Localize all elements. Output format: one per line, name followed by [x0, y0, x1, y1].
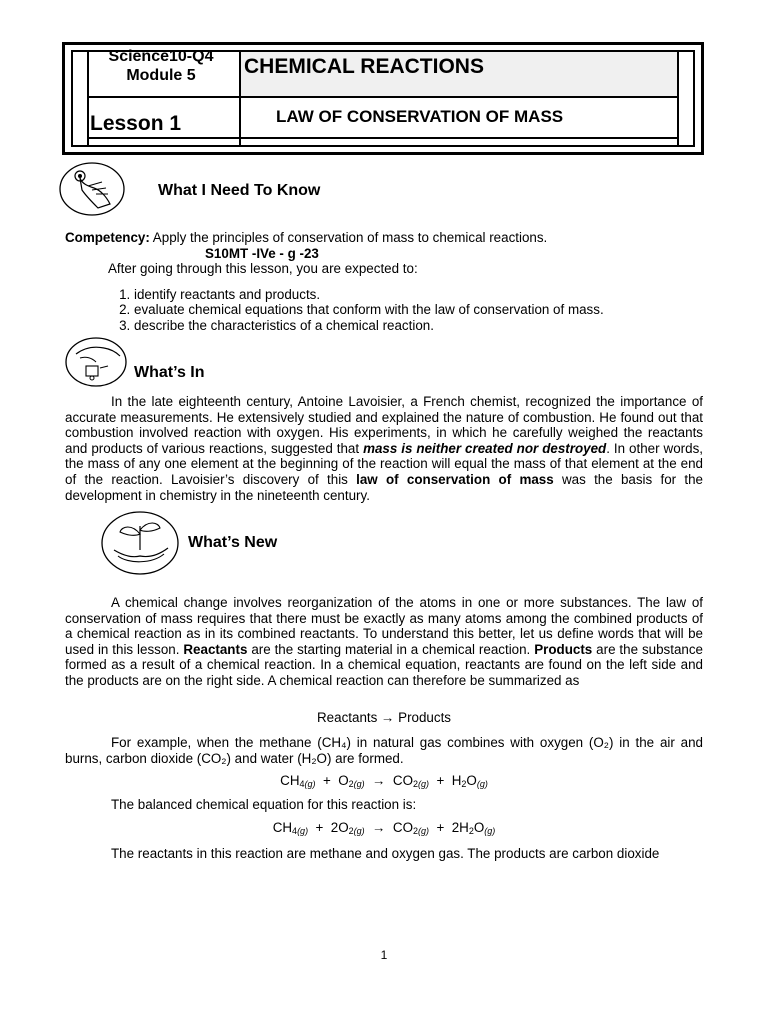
- module-title: CHEMICAL REACTIONS: [244, 55, 484, 78]
- competency-code: S10MT -IVe - g -23: [205, 246, 319, 261]
- page-number: 1: [380, 948, 388, 962]
- section-title-what-i-need: What I Need To Know: [158, 182, 321, 199]
- objectives-list: [108, 287, 604, 333]
- whats-in-paragraph: In the late eighteenth century, Antoine Lavoisier, a French chemist, recognized the importance of accurate measurements. He extensively studied and explained the nature of combustion. He found out that combustion involved reaction with oxygen. His experiments, in which he carefully weighed the reactants and products of various reactions, suggested that mass is neither created nor destroyed. In other words, the mass of any one element at the beginning of the reaction will equal the mass of that element at the end of the reaction. Lavoisier’s discovery of this law of conservation of mass was the basis for the development in chemistry in the nineteenth century.: [65, 394, 704, 503]
- objectives-intro: After going through this lesson, you are expected to:: [108, 261, 418, 276]
- hand-puzzle-icon: [64, 336, 130, 388]
- subject-label: Science10-Q4 Module 5: [108, 48, 214, 84]
- summary-equation: Reactants → Products: [317, 710, 451, 725]
- balanced-intro: The balanced chemical equation for this reaction is:: [111, 797, 417, 812]
- lesson-title: LAW OF CONSERVATION OF MASS: [276, 107, 564, 126]
- section-title-whats-new: What’s New: [188, 534, 278, 551]
- whats-new-paragraph: A chemical change involves reorganization of the atoms in one or more substances. The law of conservation of mass requires that there must be exactly as many atoms among the combined products of a chemical reaction as in its combined reactants. To understand this better, let us define words that will be used in this lesson. Reactants are the starting material in a chemical reaction. Products are the substance formed as a result of a chemical reaction. In a chemical equation, reactants are found on the left side and the products are on the right side. A chemical reaction can therefore be summarized as: [65, 595, 703, 688]
- competency: Competency: Apply the principles of conservation of mass to chemical reactions.: [65, 230, 548, 245]
- section-title-whats-in: What’s In: [134, 364, 205, 381]
- list-item: 2. evaluate chemical equations that conform with the law of conservation of mass.: [134, 302, 604, 317]
- balanced-equation: $CH_{4(g)} + 2O_{2(g)} \to CO_{2(g)} + 2H_2O_{(g)}$: [272, 820, 496, 836]
- list-item: 1. identify reactants and products.: [134, 287, 604, 302]
- list-item: 3. describe the characteristics of a chemical reaction.: [134, 318, 604, 333]
- pointing-hand-icon: [58, 160, 128, 218]
- example-paragraph: For example, when the methane (CH₄) in natural gas combines with oxygen (O₂) in the air and burns, carbon dioxide (CO₂) and water (H₂O) are formed.: [65, 735, 703, 766]
- reactants-products-line: The reactants in this reaction are methane and oxygen gas. The products are carbon dioxide: [111, 846, 660, 861]
- unbalanced-equation: $CH_{4(g)} + O_{2(g)} \to CO_{2(g)} + H_2O_{(g)}$: [280, 773, 488, 789]
- plant-hands-icon: [100, 510, 182, 576]
- lesson-label: Lesson 1: [90, 112, 182, 135]
